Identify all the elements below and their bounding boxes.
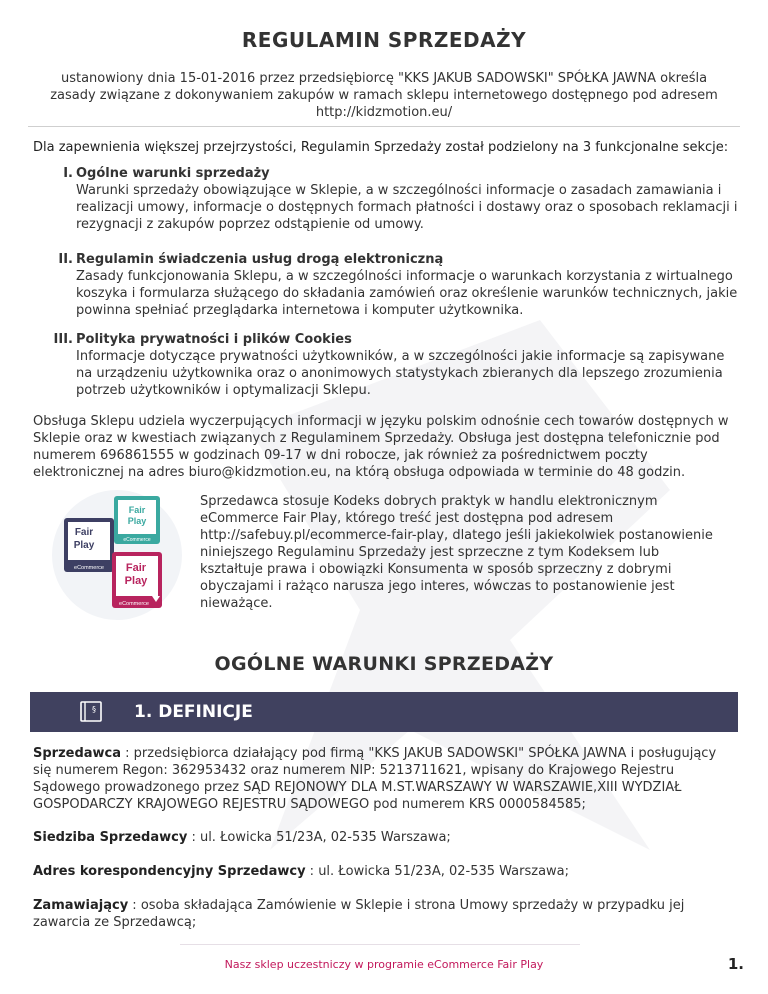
- svg-text:Play: Play: [127, 516, 147, 526]
- svg-text:Fair: Fair: [128, 505, 146, 515]
- page-title: REGULAMIN SPRZEDAŻY: [241, 28, 527, 52]
- section-body: Warunki sprzedaży obowiązujące w Sklepie, a w szczególności informacje o zasadach zamawiania i realizacji umowy, informacje o dostępnych formach płatności i dostawy oraz o sposobach reklamacji i rezygnacji z zakupów poprzez odstąpienie od umowy.: [76, 183, 738, 232]
- section-number: II.: [58, 252, 73, 267]
- section-number: III.: [53, 332, 73, 347]
- definition-item: [33, 863, 733, 880]
- fair-play-logo-icon: [52, 490, 182, 620]
- section-heading: Ogólne warunki sprzedaży: [76, 166, 270, 181]
- definition-text: : ul. Łowicka 51/23A, 02-535 Warszawa;: [305, 864, 570, 879]
- definition-text: : przedsiębiorca działający pod firmą "KKS JAKUB SADOWSKI" SPÓŁKA JAWNA i posługujący się numerem Regon: 362953432 oraz numerem NIP: 5213711621, wpisany do Krajowego Rejestru Sądowego prowadzonego przez SĄD REJONOWY DLA M.ST.WARSZAWY W WARSZAWIE,XIII WYDZIAŁ GOSPODARCZY KRAJOWEGO REJESTRU SĄDOWEGO pod numerem KRS 0000584585;: [33, 746, 717, 812]
- definition-term: Siedziba Sprzedawcy: [33, 830, 188, 845]
- definition-term: Sprzedawca: [33, 746, 122, 761]
- svg-text:Fair: Fair: [125, 562, 147, 574]
- section-title: OGÓLNE WARUNKI SPRZEDAŻY: [214, 653, 554, 675]
- definition-text: : osoba składająca Zamówienie w Sklepie i strona Umowy sprzedaży w przypadku jej zawarcia ze Sprzedawcą;: [33, 898, 685, 930]
- section-number: I.: [63, 166, 73, 181]
- svg-text:Play: Play: [73, 540, 95, 551]
- intro-paragraph: ustanowiony dnia 15-01-2016 przez przedsiębiorcę "KKS JAKUB SADOWSKI" SPÓŁKA JAWNA określa zasady związane z dokonywaniem zakupów w ramach sklepu internetowego dostępnego pod adresem http://kidzmotion.eu/: [50, 71, 718, 120]
- definition-item: [33, 897, 733, 931]
- svg-text:§: §: [92, 705, 96, 714]
- fair-play-paragraph: Sprzedawca stosuje Kodeks dobrych praktyk w handlu elektronicznym eCommerce Fair Play, którego treść jest dostępna pod adresem http://safebuy.pl/ecommerce-fair-play, dlatego jeśli jakiekolwiek postanowienie niniejszego Regulaminu Sprzedaży jest sprzeczne z tym Kodeksem lub kształtuje prawa i obowiązki Konsumenta w sposób sprzeczny z dobrymi obyczajami i rażąco narusza jego interes, wówczas to postanowienie jest nieważące.: [200, 494, 713, 611]
- section-heading: Polityka prywatności i plików Cookies: [76, 332, 352, 347]
- sections-intro: Dla zapewnienia większej przejrzystości, Regulamin Sprzedaży został podzielony na 3 funkcjonalne sekcje:: [33, 140, 729, 155]
- section-body: Zasady funkcjonowania Sklepu, a w szczególności informacje o warunkach korzystania z wirtualnego koszyka i formularza służącego do składania zamówień oraz określenie warunków technicznych, jakie powinna spełniać przeglądarka internetowa i komputer użytkownika.: [76, 269, 738, 318]
- definition-item: [33, 745, 733, 813]
- divider: [28, 126, 740, 127]
- customer-service-paragraph: Obsługa Sklepu udziela wyczerpujących informacji w języku polskim odnośnie cech towarów dostępnych w Sklepie oraz w kwestiach związanych z Regulaminem Sprzedaży. Obsługa jest dostępna telefonicznie pod numerem 696861555 w godzinach 09-17 w dni robocze, jak również za pośrednictwem poczty elektronicznej na adres biuro@kidzmotion.eu, na którą obsługa odpowiada w terminie do 48 godzin.: [33, 414, 729, 480]
- section-heading: Regulamin świadczenia usług drogą elektroniczną: [76, 252, 444, 267]
- definition-term: Zamawiający: [33, 898, 129, 913]
- sections-block: [33, 139, 743, 398]
- svg-text:Fair: Fair: [74, 527, 94, 538]
- page-number: 1.: [727, 955, 744, 973]
- fair-play-badges: [52, 490, 182, 620]
- footer-note: Nasz sklep uczestniczy w programie eCommerce Fair Play: [224, 958, 544, 971]
- book-icon: [80, 701, 104, 723]
- svg-text:eCommerce: eCommerce: [123, 537, 151, 543]
- definition-item: [33, 829, 733, 846]
- definition-term: Adres korespondencyjny Sprzedawcy: [33, 864, 306, 879]
- svg-text:eCommerce: eCommerce: [119, 601, 149, 607]
- svg-text:Play: Play: [124, 575, 148, 587]
- definitions-header-bar: [30, 692, 738, 732]
- svg-text:eCommerce: eCommerce: [74, 565, 104, 571]
- section-body: Informacje dotyczące prywatności użytkowników, a w szczególności jakie informacje są zapisywane na urządzeniu użytkownika oraz o anonimowych statystykach zbieranych dla lepszego zrozumienia potrzeb użytkowników i optymalizacji Sklepu.: [76, 349, 725, 398]
- footer-divider: [180, 944, 580, 945]
- definitions-heading: 1. DEFINICJE: [134, 702, 253, 722]
- definition-text: : ul. Łowicka 51/23A, 02-535 Warszawa;: [187, 830, 451, 845]
